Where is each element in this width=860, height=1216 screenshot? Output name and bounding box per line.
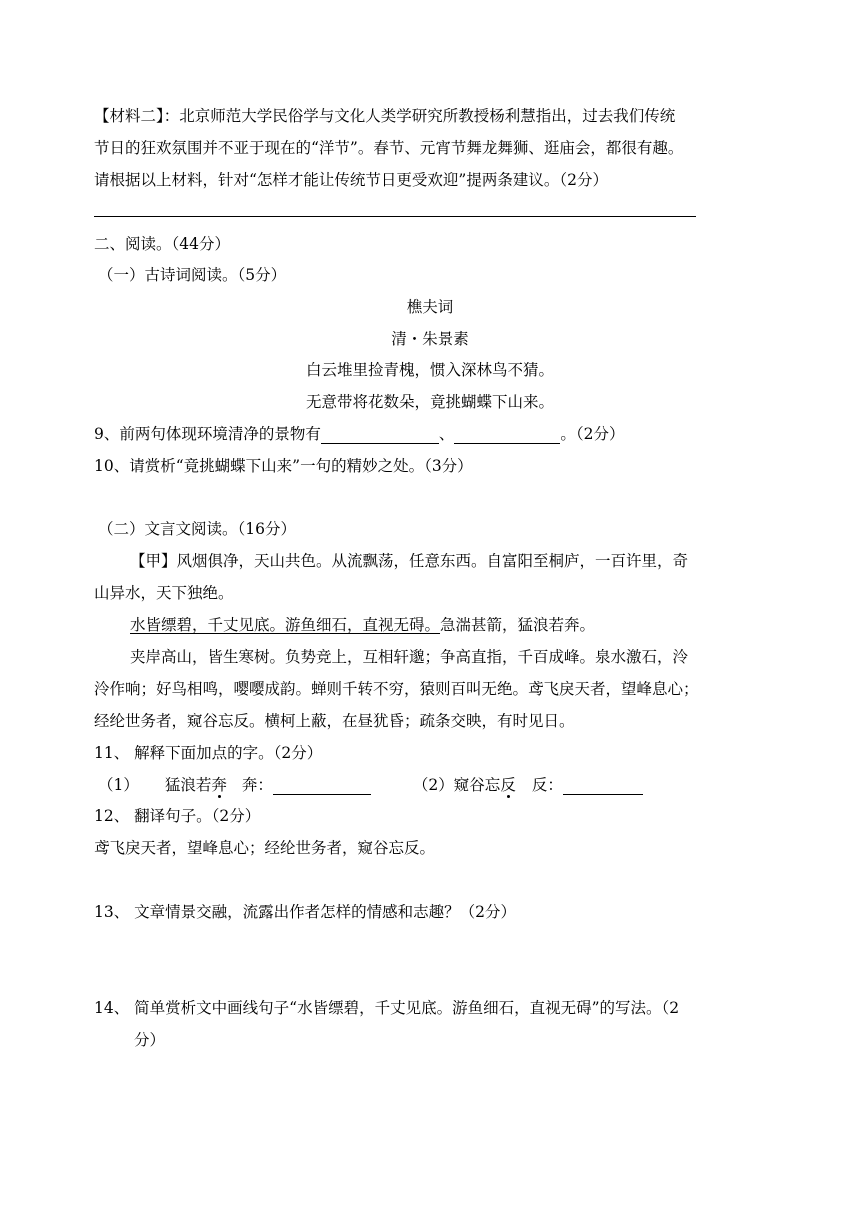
question-14-line2: 分） (134, 1031, 166, 1049)
question-13: 13、 文章情景交融，流露出作者怎样的情感和志趣？（2分） (94, 903, 517, 921)
item2-label: 反： (531, 776, 563, 794)
passage-para3-line2: 泠作响；好鸟相鸣，嘤嘤成韵。蝉则千转不穷，猿则百叫无绝。鸢飞戾天者，望峰息心； (94, 680, 699, 698)
passage-para3-line3: 经纶世务者，窥谷忘反。横柯上蔽，在昼犹昏；疏条交映，有时见日。 (94, 712, 575, 730)
question-9 (94, 424, 625, 444)
poem-title: 樵夫词 (406, 298, 454, 316)
question-14-line1: 14、 简单赏析文中画线句子“水皆缥碧，千丈见底。游鱼细石，直视无碍”的写法。（2 (94, 999, 680, 1017)
item1-label: 奔： (241, 776, 273, 794)
item2-phrase: 窥谷忘反 (453, 776, 516, 794)
passage-para2 (130, 615, 595, 635)
poem-line-1: 白云堆里捡青槐，惯入深林鸟不猜。 (305, 361, 554, 379)
answer-line (94, 216, 696, 217)
classical-section-heading: （二）文言文阅读。（16分） (98, 520, 296, 538)
answer-blank-1[interactable] (321, 427, 439, 444)
material2-line2: 节日的狂欢氛围并不亚于现在的“洋节”。春节、元宵节舞龙舞狮、逛庙会，都很有趣。 (94, 139, 684, 157)
question-10: 10、请赏析“竟挑蝴蝶下山来”一句的精妙之处。（3分） (94, 457, 473, 475)
passage-para1-line1: 【甲】风烟俱净，天山共色。从流飘荡，任意东西。自富阳至桐庐，一百许里，奇 (130, 552, 689, 570)
question-12: 12、 翻译句子。（2分） (94, 807, 261, 825)
passage-para3-line1: 夹岸高山，皆生寒树。负势竞上，互相轩邈；争高直指，千百成峰。泉水激石，泠 (130, 648, 689, 666)
material2-question: 请根据以上材料，针对“怎样才能让传统节日更受欢迎”提两条建议。（2分） (94, 171, 608, 189)
poem-author: 清・朱景素 (391, 330, 469, 348)
answer-blank-2[interactable] (454, 427, 560, 444)
question-11-items (98, 775, 643, 795)
question-11: 11、 解释下面加点的字。（2分） (94, 744, 323, 762)
poem-line-2: 无意带将花数朵，竟挑蝴蝶下山来。 (305, 393, 554, 411)
item1-phrase: 猛浪若奔 (164, 776, 227, 794)
item1-number: （1） (98, 776, 139, 794)
underlined-sentence: 水皆缥碧，千丈见底。游鱼细石，直视无碍。 (130, 616, 441, 634)
passage-para1-line2: 山异水，天下独绝。 (94, 584, 234, 602)
question-9-text: 9、前两句体现环境清净的景物有 (94, 425, 321, 443)
answer-blank-3[interactable] (273, 778, 371, 795)
section2-heading: 二、阅读。（44分） (94, 235, 230, 253)
item2-number: （2） (412, 776, 454, 794)
dotted-char-2: 反 (500, 776, 516, 794)
dotted-char-1: 奔 (211, 776, 227, 794)
passage-para2-rest: 急湍甚箭，猛浪若奔。 (440, 616, 596, 634)
question-9-end: 。（2分） (560, 425, 625, 443)
question-9-sep: 、 (438, 425, 455, 443)
answer-blank-4[interactable] (563, 778, 643, 795)
question-12-sentence: 鸢飞戾天者，望峰息心；经纶世务者，窥谷忘反。 (94, 839, 436, 857)
material2-line1: 【材料二】：北京师范大学民俗学与文化人类学研究所教授杨利慧指出，过去我们传统 (94, 107, 676, 125)
poem-section-heading: （一）古诗词阅读。（5分） (98, 266, 287, 284)
